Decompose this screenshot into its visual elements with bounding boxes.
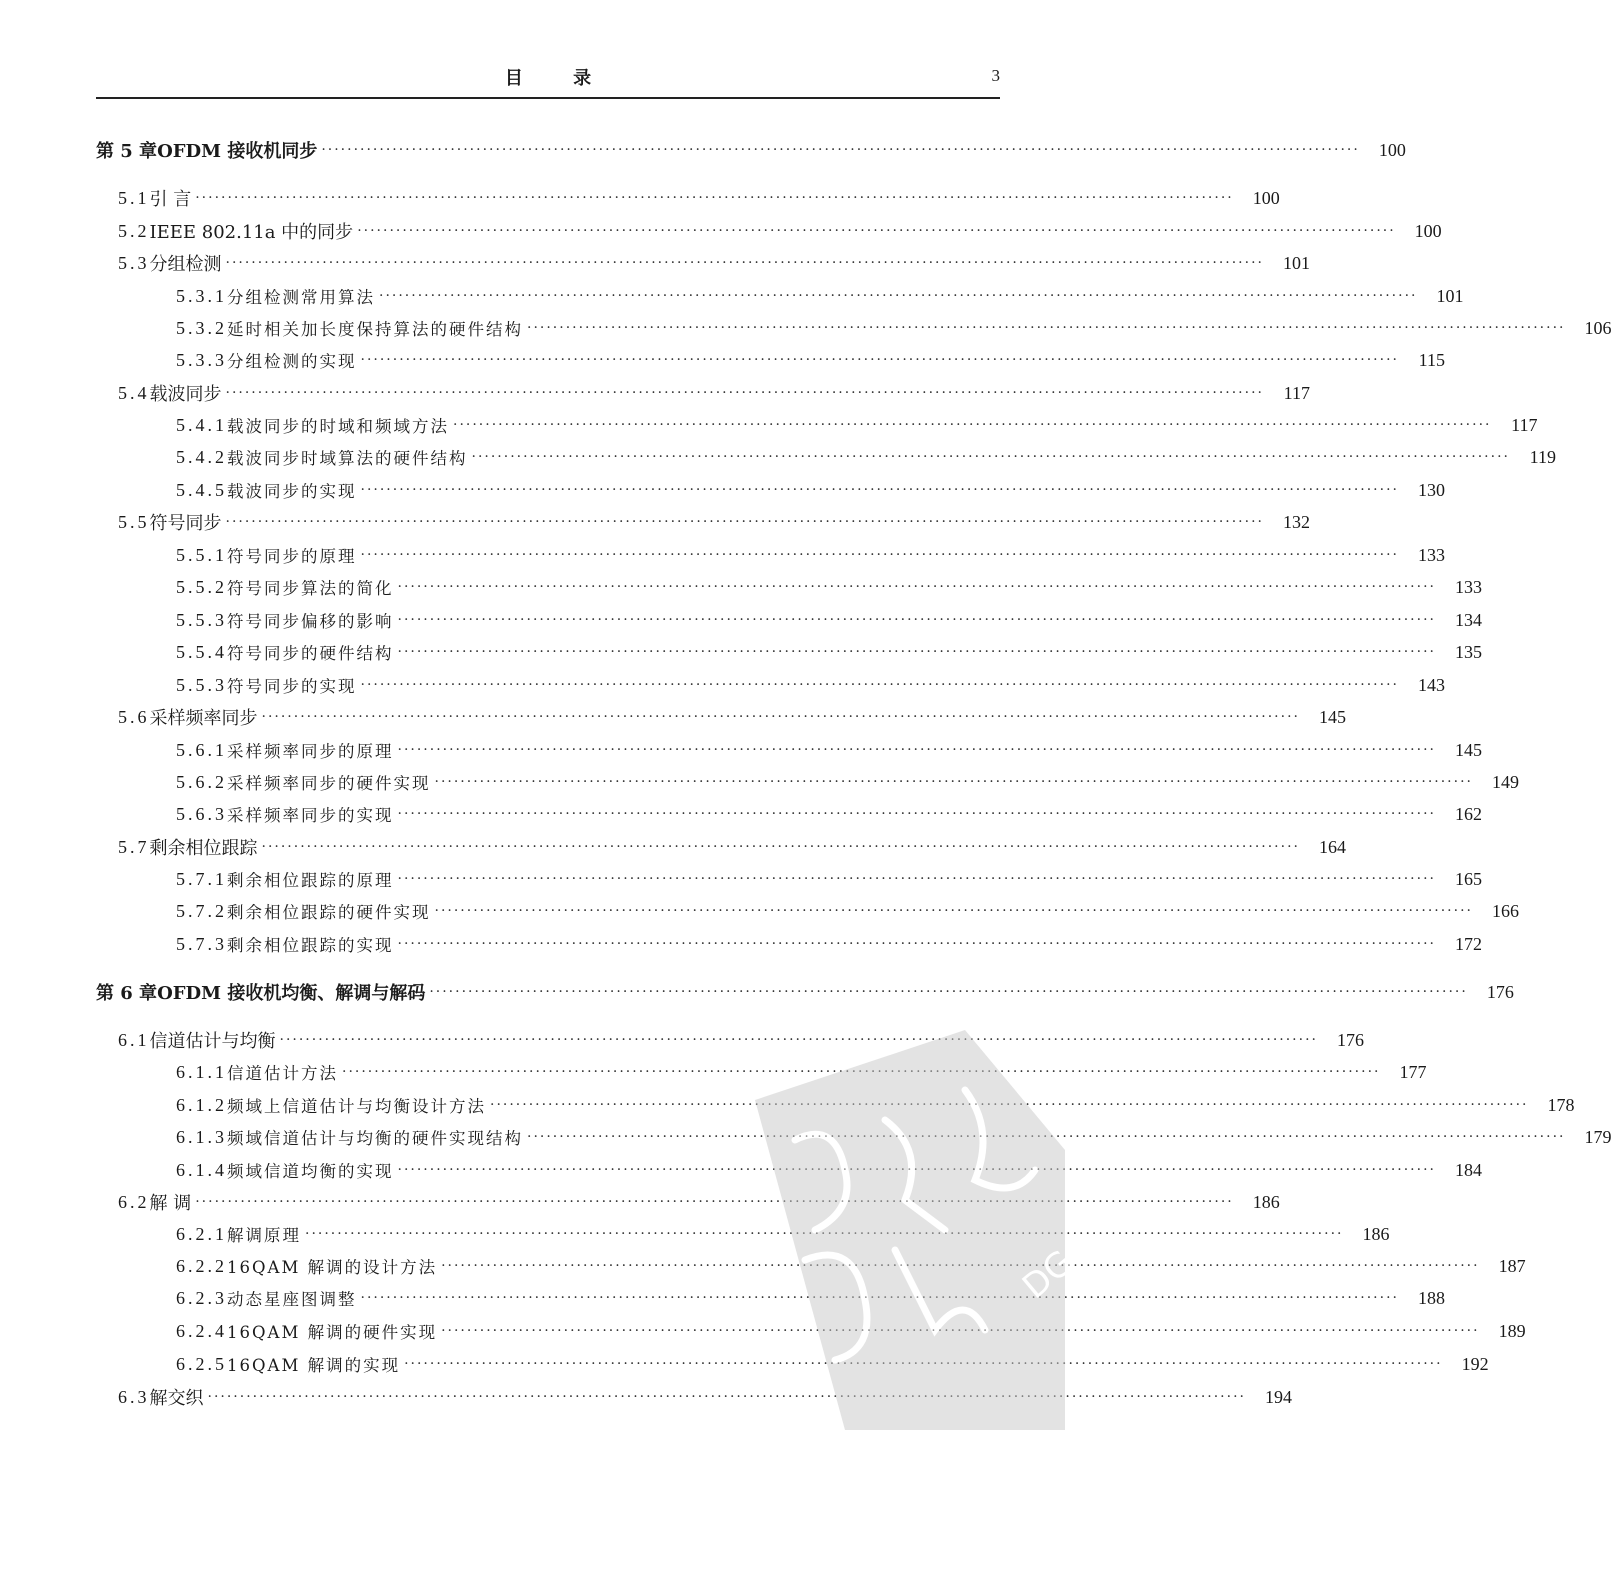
toc-dot-leader	[398, 606, 1436, 634]
toc-entry-number: 6.1	[118, 1029, 150, 1050]
toc-dot-leader	[321, 136, 1359, 164]
toc-subsection-entry	[176, 443, 1556, 471]
toc-entry-page: 100	[1414, 220, 1442, 241]
header-page-number: 3	[991, 66, 1000, 85]
toc-entry-title: 载波同步的实现	[227, 482, 357, 501]
toc-entry-title: 剩余相位跟踪的实现	[227, 936, 394, 955]
toc-entry-title: 采样频率同步	[149, 708, 258, 729]
toc-entry-title: 符号同步算法的简化	[227, 579, 394, 598]
toc-dot-leader	[226, 508, 1264, 536]
toc-subsection-entry	[176, 800, 1482, 828]
toc-entry-title: 解交织	[149, 1388, 204, 1409]
toc-subsection-entry	[176, 930, 1482, 958]
toc-entry-number: 5.1	[118, 187, 150, 208]
toc-entry-number: 6.2.1	[176, 1223, 227, 1244]
toc-subsection-entry	[176, 606, 1482, 634]
toc-entry-title: 剩余相位跟踪	[149, 838, 258, 859]
toc-dot-leader	[208, 1383, 1246, 1411]
toc-entry-title: 符号同步偏移的影响	[227, 612, 394, 631]
toc-entry-number: 5.6.2	[176, 771, 227, 792]
toc-entry-page: 189	[1498, 1320, 1526, 1341]
toc-entry-page: 145	[1454, 739, 1482, 760]
toc-entry-number: 5.7.1	[176, 868, 227, 889]
toc-entry-page: 165	[1454, 868, 1482, 889]
toc-section-entry	[118, 833, 1346, 861]
toc-entry-page: 100	[1252, 187, 1280, 208]
toc-subsection-entry	[176, 541, 1445, 569]
toc-entry-page: 179	[1584, 1126, 1611, 1147]
toc-entry-title: 采样频率同步的原理	[227, 742, 394, 761]
toc-entry-page: 187	[1498, 1255, 1526, 1276]
toc-entry-number: 5.6.3	[176, 803, 227, 824]
toc-dot-leader	[527, 314, 1565, 342]
toc-entry-number: 5.7.3	[176, 933, 227, 954]
toc-entry-number: 6.3	[118, 1386, 150, 1407]
toc-entry-title: 载波同步时域算法的硬件结构	[227, 449, 468, 468]
toc-section-entry	[118, 217, 1442, 245]
toc-entry-number: 6.1.4	[176, 1159, 227, 1180]
toc-entry-page: 115	[1418, 349, 1445, 370]
toc-dot-leader	[398, 638, 1436, 666]
toc-entry-page: 101	[1282, 252, 1310, 273]
toc-entry-page: 186	[1252, 1191, 1280, 1212]
toc-dot-leader	[226, 249, 1264, 277]
toc-entry-page: 106	[1584, 317, 1611, 338]
toc-chapter-entry	[96, 978, 1514, 1006]
library-stamp-watermark	[735, 1030, 1082, 1430]
toc-entry-page: 176	[1336, 1029, 1364, 1050]
toc-entry-title: 剩余相位跟踪的硬件实现	[227, 903, 431, 922]
header-rule	[96, 97, 1000, 99]
toc-entry-page: 186	[1362, 1223, 1390, 1244]
toc-entry-number: 6.2.3	[176, 1287, 227, 1308]
toc-entry-number: 5.6	[118, 706, 150, 727]
toc-dot-leader	[262, 833, 1300, 861]
toc-entry-page: 117	[1511, 414, 1538, 435]
toc-dot-leader	[195, 184, 1233, 212]
toc-entry-title: 信道估计方法	[227, 1064, 338, 1083]
toc-entry-number: 5.4.1	[176, 414, 227, 435]
toc-entry-title: 16QAM 解调的硬件实现	[227, 1323, 438, 1342]
toc-dot-leader	[398, 800, 1436, 828]
toc-entry-title: 解 调	[149, 1193, 192, 1214]
toc-subsection-entry	[176, 736, 1482, 764]
toc-entry-page: 134	[1454, 609, 1482, 630]
toc-entry-page: 117	[1283, 382, 1310, 403]
toc-entry-number: 6.2.4	[176, 1320, 227, 1341]
toc-entry-page: 132	[1282, 511, 1310, 532]
toc-entry-number: 6.1.2	[176, 1094, 227, 1115]
toc-entry-page: 177	[1399, 1061, 1427, 1082]
toc-entry-number: 5.4.5	[176, 479, 227, 500]
toc-subsection-entry	[176, 638, 1482, 666]
toc-dot-leader	[226, 379, 1264, 407]
watermark-text: DG	[1015, 1242, 1082, 1307]
toc-section-entry	[118, 249, 1310, 277]
toc-entry-title: 频域信道均衡的实现	[227, 1162, 394, 1181]
toc-subsection-entry	[176, 671, 1445, 699]
toc-section-entry	[118, 379, 1310, 407]
toc-entry-title: IEEE 802.11a 中的同步	[149, 222, 354, 243]
toc-dot-leader	[361, 541, 1399, 569]
toc-entry-number: 5.5.1	[176, 544, 227, 565]
toc-section-entry	[118, 184, 1280, 212]
toc-entry-number: 6.2.2	[176, 1255, 227, 1276]
toc-dot-leader	[398, 930, 1436, 958]
toc-subsection-entry	[176, 346, 1445, 374]
toc-entry-number: 5.7	[118, 836, 150, 857]
toc-entry-page: 184	[1454, 1159, 1482, 1180]
toc-entry-title: 16QAM 解调的实现	[227, 1356, 401, 1375]
toc-entry-title: 采样频率同步的实现	[227, 806, 394, 825]
toc-entry-page: 119	[1529, 446, 1556, 467]
toc-entry-page: 135	[1454, 641, 1482, 662]
toc-entry-title: 频域信道估计与均衡的硬件实现结构	[227, 1129, 523, 1148]
toc-section-entry	[118, 703, 1346, 731]
toc-entry-page: 100	[1378, 139, 1406, 160]
toc-dot-leader	[453, 411, 1491, 439]
toc-entry-number: 6.1.1	[176, 1061, 227, 1082]
toc-entry-page: 192	[1461, 1353, 1489, 1374]
toc-entry-title: 符号同步的硬件结构	[227, 644, 394, 663]
toc-dot-leader	[398, 736, 1436, 764]
toc-entry-title: 延时相关加长度保持算法的硬件结构	[227, 320, 523, 339]
toc-dot-leader	[262, 703, 1300, 731]
toc-entry-title: 动态星座图调整	[227, 1290, 357, 1309]
toc-dot-leader	[429, 978, 1467, 1006]
toc-entry-number: 5.5	[118, 511, 150, 532]
toc-entry-number: 5.3.1	[176, 285, 227, 306]
toc-entry-title: 符号同步的实现	[227, 677, 357, 696]
toc-entry-page: 194	[1264, 1386, 1292, 1407]
toc-entry-page: 143	[1417, 674, 1445, 695]
toc-entry-title: 16QAM 解调的设计方法	[227, 1258, 438, 1277]
toc-entry-page: 166	[1491, 900, 1519, 921]
toc-entry-page: 101	[1436, 285, 1464, 306]
toc-entry-page: 172	[1454, 933, 1482, 954]
toc-entry-title: 采样频率同步的硬件实现	[227, 774, 431, 793]
toc-entry-title: 载波同步	[149, 384, 222, 405]
toc-dot-leader	[361, 476, 1399, 504]
toc-entry-number: 第 5 章	[96, 141, 158, 162]
toc-chapter-entry	[96, 136, 1406, 164]
toc-entry-title: 载波同步的时域和频域方法	[227, 417, 449, 436]
toc-entry-page: 176	[1486, 981, 1514, 1002]
toc-entry-page: 145	[1318, 706, 1346, 727]
page-header	[96, 62, 1000, 90]
toc-entry-number: 6.2	[118, 1191, 150, 1212]
toc-entry-page: 149	[1491, 771, 1519, 792]
toc-entry-number: 5.5.3	[176, 609, 227, 630]
toc-entry-number: 5.3.3	[176, 349, 227, 370]
toc-entry-number: 5.5.3	[176, 674, 227, 695]
toc-dot-leader	[472, 443, 1510, 471]
toc-dot-leader	[361, 671, 1399, 699]
toc-entry-number: 5.5.4	[176, 641, 227, 662]
toc-entry-page: 133	[1417, 544, 1445, 565]
toc-entry-number: 5.5.2	[176, 576, 227, 597]
toc-entry-page: 164	[1318, 836, 1346, 857]
toc-subsection-entry	[176, 768, 1519, 796]
toc-subsection-entry	[176, 573, 1482, 601]
toc-entry-title: 解调原理	[227, 1226, 301, 1245]
toc-entry-page: 162	[1454, 803, 1482, 824]
toc-subsection-entry	[176, 897, 1519, 925]
toc-entry-page: 133	[1454, 576, 1482, 597]
toc-subsection-entry	[176, 314, 1611, 342]
toc-entry-number: 5.2	[118, 220, 150, 241]
toc-entry-title: OFDM 接收机均衡、解调与解码	[157, 983, 426, 1004]
toc-entry-number: 5.7.2	[176, 900, 227, 921]
toc-entry-number: 5.3.2	[176, 317, 227, 338]
toc-entry-title: 分组检测的实现	[227, 352, 357, 371]
toc-dot-leader	[361, 346, 1399, 374]
toc-entry-title: 符号同步的原理	[227, 547, 357, 566]
toc-dot-leader	[195, 1188, 1233, 1216]
toc-entry-title: 信道估计与均衡	[149, 1031, 276, 1052]
toc-entry-number: 5.3	[118, 252, 150, 273]
toc-subsection-entry	[176, 411, 1538, 439]
header-title: 目 录	[504, 68, 614, 89]
toc-entry-number: 5.6.1	[176, 739, 227, 760]
toc-subsection-entry	[176, 282, 1464, 310]
toc-entry-title: 分组检测	[149, 254, 222, 275]
toc-entry-number: 6.2.5	[176, 1353, 227, 1374]
toc-entry-title: OFDM 接收机同步	[157, 141, 318, 162]
toc-entry-title: 频域上信道估计与均衡设计方法	[227, 1097, 486, 1116]
toc-entry-number: 第 6 章	[96, 983, 158, 1004]
toc-entry-page: 188	[1417, 1287, 1445, 1308]
toc-entry-page: 130	[1417, 479, 1445, 500]
toc-dot-leader	[398, 573, 1436, 601]
toc-subsection-entry	[176, 865, 1482, 893]
toc-section-entry	[118, 508, 1310, 536]
toc-dot-leader	[398, 865, 1436, 893]
toc-dot-leader	[435, 768, 1473, 796]
toc-entry-number: 5.4.2	[176, 446, 227, 467]
toc-entry-title: 符号同步	[149, 513, 222, 534]
toc-entry-title: 剩余相位跟踪的原理	[227, 871, 394, 890]
toc-entry-title: 引 言	[149, 189, 192, 210]
toc-entry-title: 分组检测常用算法	[227, 288, 375, 307]
toc-entry-number: 5.4	[118, 382, 150, 403]
toc-subsection-entry	[176, 476, 1445, 504]
toc-entry-page: 178	[1547, 1094, 1575, 1115]
toc-dot-leader	[357, 217, 1395, 245]
toc-entry-number: 6.1.3	[176, 1126, 227, 1147]
toc-dot-leader	[379, 282, 1417, 310]
toc-dot-leader	[435, 897, 1473, 925]
